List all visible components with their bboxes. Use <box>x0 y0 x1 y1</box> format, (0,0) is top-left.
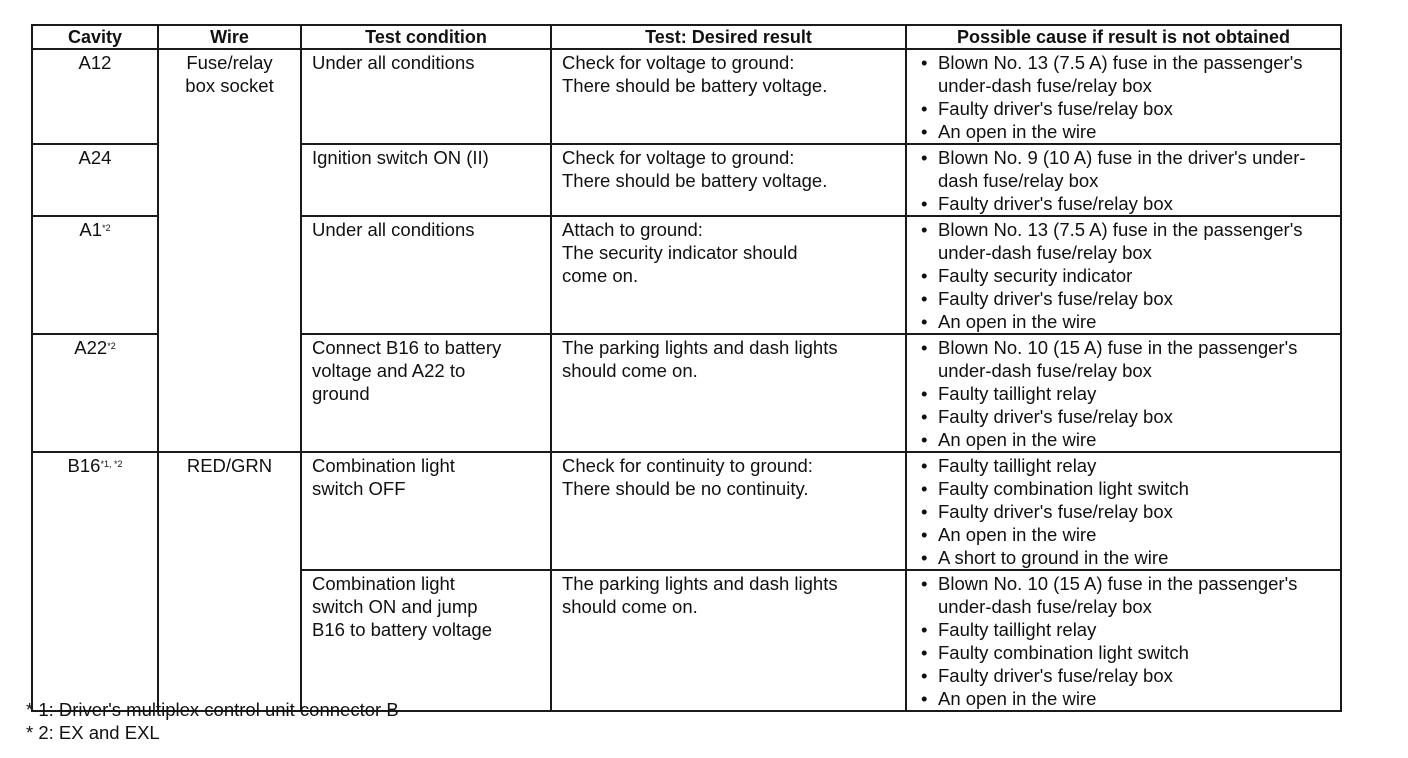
list-item: • Faulty driver's fuse/relay box <box>921 501 1173 522</box>
list-item: • Faulty driver's fuse/relay box <box>921 288 1173 309</box>
bullet-icon: • <box>921 478 928 499</box>
list-item: • Blown No. 10 (15 A) fuse in the passenger's under-dash fuse/relay box <box>921 573 1298 617</box>
bullet-icon: • <box>921 98 928 119</box>
header-desired-result: Test: Desired result <box>551 25 906 49</box>
list-item: • Faulty security indicator <box>921 265 1133 286</box>
cavity-label: B16 <box>67 455 101 476</box>
cause-list <box>917 572 1332 710</box>
wire-cell: RED/GRN <box>158 452 301 711</box>
list-item: • Faulty driver's fuse/relay box <box>921 193 1173 214</box>
bullet-icon: • <box>921 547 928 568</box>
list-item: • An open in the wire <box>921 429 1097 450</box>
desired-result-cell: Attach to ground: The security indicator should come on. <box>551 216 906 334</box>
desired-result-cell: The parking lights and dash lights should come on. <box>551 334 906 452</box>
test-condition-cell: Under all conditions <box>301 216 551 334</box>
list-item: • Faulty taillight relay <box>921 383 1097 404</box>
cause-list <box>917 454 1332 569</box>
list-item: • Faulty combination light switch <box>921 478 1189 499</box>
test-condition-cell: Connect B16 to battery voltage and A22 to ground <box>301 334 551 452</box>
cavity-footnote-ref: *2 <box>107 341 116 351</box>
cause-list <box>917 336 1332 451</box>
list-item: • An open in the wire <box>921 121 1097 142</box>
test-condition-cell: Ignition switch ON (II) <box>301 144 551 216</box>
cavity-cell <box>32 49 158 144</box>
bullet-icon: • <box>921 121 928 142</box>
bullet-icon: • <box>921 665 928 686</box>
table-row <box>32 49 1341 144</box>
cavity-cell <box>32 216 158 334</box>
cavity-label: A12 <box>78 52 112 73</box>
list-item: • Blown No. 10 (15 A) fuse in the passenger's under-dash fuse/relay box <box>921 337 1298 381</box>
cavity-label: A22 <box>74 337 108 358</box>
bullet-icon: • <box>921 524 928 545</box>
bullet-icon: • <box>921 455 928 476</box>
bullet-icon: • <box>921 193 928 214</box>
table-row <box>32 452 1341 570</box>
list-item: • Faulty driver's fuse/relay box <box>921 665 1173 686</box>
bullet-icon: • <box>921 619 928 640</box>
possible-cause-cell <box>906 570 1341 711</box>
cause-list <box>917 146 1332 215</box>
list-item: • Faulty taillight relay <box>921 619 1097 640</box>
cavity-cell <box>32 334 158 452</box>
bullet-icon: • <box>921 406 928 427</box>
cavity-footnote-ref: *2 <box>102 223 111 233</box>
possible-cause-cell <box>906 334 1341 452</box>
wire-cell: Fuse/relay box socket <box>158 49 301 452</box>
bullet-icon: • <box>921 501 928 522</box>
footnotes <box>26 698 399 744</box>
desired-result-cell: Check for continuity to ground: There should be no continuity. <box>551 452 906 570</box>
bullet-icon: • <box>921 311 928 332</box>
header-wire: Wire <box>158 25 301 49</box>
bullet-icon: • <box>921 265 928 286</box>
bullet-icon: • <box>921 688 928 709</box>
list-item: • Faulty driver's fuse/relay box <box>921 406 1173 427</box>
bullet-icon: • <box>921 383 928 404</box>
list-item: • Faulty taillight relay <box>921 455 1097 476</box>
bullet-icon: • <box>921 429 928 450</box>
list-item: • Blown No. 13 (7.5 A) fuse in the passenger's under-dash fuse/relay box <box>921 52 1303 96</box>
cause-list <box>917 218 1332 333</box>
header-row <box>32 25 1341 49</box>
list-item: • A short to ground in the wire <box>921 547 1169 568</box>
bullet-icon: • <box>921 52 928 73</box>
list-item: • Blown No. 13 (7.5 A) fuse in the passenger's under-dash fuse/relay box <box>921 219 1303 263</box>
desired-result-cell: Check for voltage to ground: There should be battery voltage. <box>551 144 906 216</box>
cavity-label: A24 <box>78 147 112 168</box>
possible-cause-cell <box>906 49 1341 144</box>
cavity-label: A1 <box>79 219 103 240</box>
possible-cause-cell <box>906 452 1341 570</box>
possible-cause-cell <box>906 216 1341 334</box>
test-condition-cell: Combination light switch ON and jump B16 to battery voltage <box>301 570 551 711</box>
cavity-footnote-ref: *1, *2 <box>100 459 123 469</box>
list-item: • Faulty combination light switch <box>921 642 1189 663</box>
test-condition-cell: Under all conditions <box>301 49 551 144</box>
cavity-cell <box>32 452 158 711</box>
list-item: • Faulty driver's fuse/relay box <box>921 98 1173 119</box>
cavity-cell <box>32 144 158 216</box>
bullet-icon: • <box>921 573 928 594</box>
footnote-1: * 1: Driver's multiplex control unit connector B <box>26 699 399 720</box>
test-condition-cell: Combination light switch OFF <box>301 452 551 570</box>
footnote-2: * 2: EX and EXL <box>26 722 160 743</box>
list-item: • An open in the wire <box>921 311 1097 332</box>
header-test-condition: Test condition <box>301 25 551 49</box>
header-cavity: Cavity <box>32 25 158 49</box>
bullet-icon: • <box>921 147 928 168</box>
bullet-icon: • <box>921 337 928 358</box>
header-possible-cause: Possible cause if result is not obtained <box>906 25 1341 49</box>
connector-test-table <box>31 24 1342 712</box>
list-item: • An open in the wire <box>921 524 1097 545</box>
desired-result-cell: The parking lights and dash lights should come on. <box>551 570 906 711</box>
cause-list <box>917 51 1332 143</box>
possible-cause-cell <box>906 144 1341 216</box>
test-table-container <box>31 24 1340 712</box>
list-item: • Blown No. 9 (10 A) fuse in the driver's under-dash fuse/relay box <box>921 147 1306 191</box>
bullet-icon: • <box>921 219 928 240</box>
list-item: • An open in the wire <box>921 688 1097 709</box>
desired-result-cell: Check for voltage to ground: There should be battery voltage. <box>551 49 906 144</box>
bullet-icon: • <box>921 642 928 663</box>
bullet-icon: • <box>921 288 928 309</box>
